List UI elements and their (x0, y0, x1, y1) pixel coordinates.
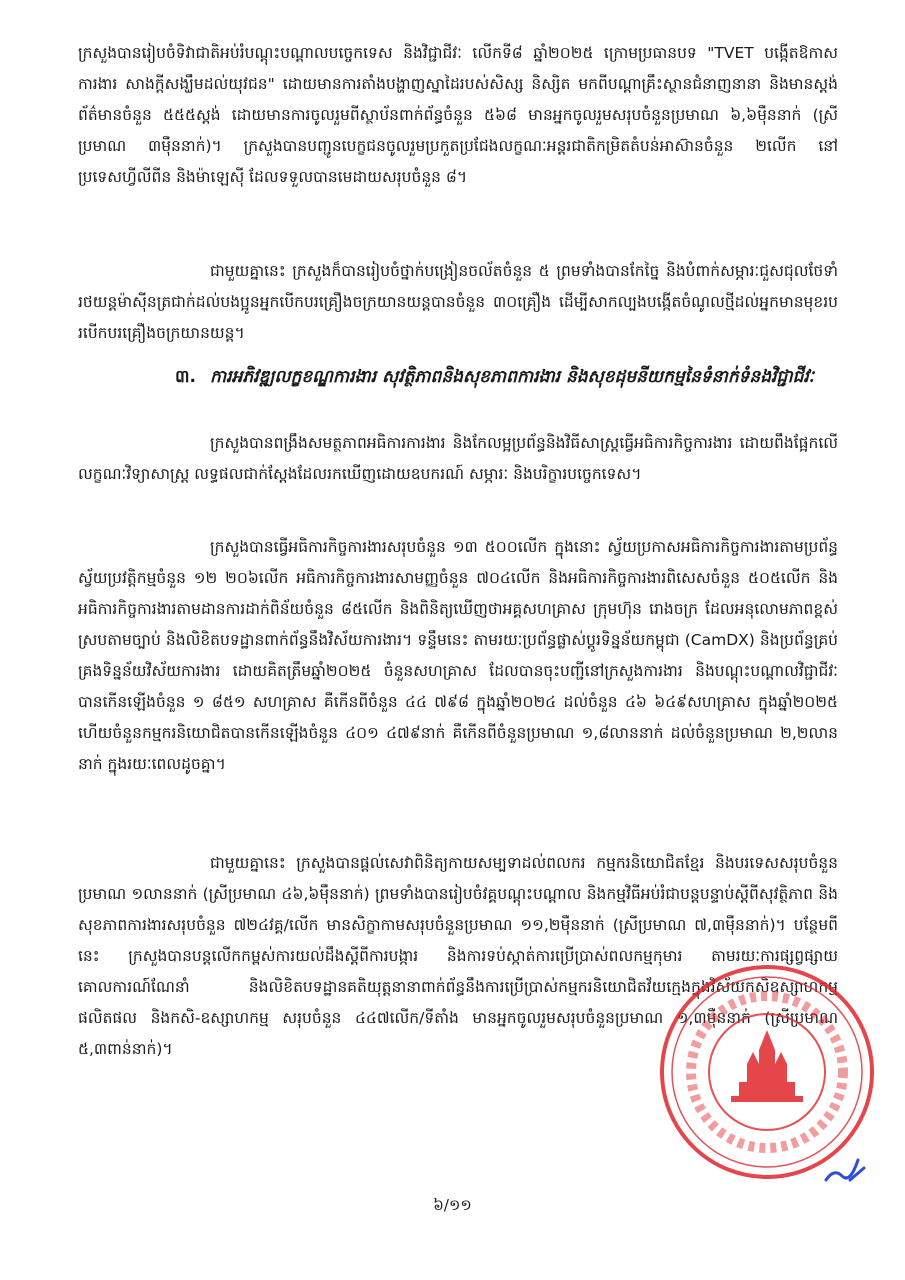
paragraph-2-block (78, 256, 838, 349)
paragraph-3: ក្រសួងបានពង្រឹងសមត្ថភាពអធិការការងារ និងកែលម្អប្រព័ន្ធនិងវិធីសាស្ត្រធ្វើអធិការកិច្ចការងារ ដោយពឹងផ្អែកលើលក្ខណៈវិទ្យាសាស្ត្រ លទ្ធផលជាក់ស្តែងដែលរកឃើញដោយឧបករណ៍ សម្ភារៈ និងបរិក្ខារបច្ចេកទេស។ (78, 434, 838, 483)
paragraph-1: ក្រសួងបានរៀបចំទិវាជាតិអប់រំបណ្តុះបណ្តាលបច្ចេកទេស និងវិជ្ជាជីវៈ លើកទី៨ ឆ្នាំ២០២៥ ក្រោមប្រធានបទ "TVET បង្កើតឱកាសការងារ សាងក្តីសង្ឃឹមដល់យុវជន" ដោយមានការតាំងបង្ហាញស្នាដៃរបស់សិស្ស និស្សិត មកពីបណ្តាគ្រឹះស្ថានជំនាញនានា និងមានស្តង់ព័ត៌មានចំនួន ៥៥៥ស្តង់ ដោយមានការចូលរួមពីស្ថាប័នពាក់ព័ន្ធចំនួន ៥៦៨ មានអ្នកចូលរួមសរុបចំនួនប្រមាណ ៦,៦ម៉ឺននាក់ (ស្រីប្រមាណ ៣ម៉ឺននាក់)។ ក្រសួងបានបញ្ជូនបេក្ខជនចូលរួមប្រកួតប្រជែងលក្ខណៈអន្តរជាតិកម្រិតតំបន់អាស៊ានចំនួន ២លើក នៅប្រទេសហ្វីលីពីន និងម៉ាឡេស៊ី ដែលទទួលបានមេដាយសរុបចំនួន ៨។ (78, 44, 838, 186)
paragraph-4-block (78, 532, 838, 780)
paragraph-3-block (78, 428, 838, 490)
signature-mark-icon (820, 1150, 870, 1190)
paragraph-4: ក្រសួងបានធ្វើអធិការកិច្ចការងារសរុបចំនួន ១៣ ៥០០លើក ក្នុងនោះ ស្វ័យប្រកាសអធិការកិច្ចការងារតាមប្រព័ន្ធស្វ័យប្រវត្តិកម្មចំនួន ១២ ២០៦លើក អធិការកិច្ចការងារសាមញ្ញចំនួន ៧០៤លើក និងអធិការកិច្ចការងារពិសេសចំនួន ៥០៥លើក និងអធិការកិច្ចការងារតាមដានការដាក់ពិន័យចំនួន ៨៥លើក និងពិនិត្យឃើញថាអគ្គសហគ្រាស ក្រុមហ៊ុន រោងចក្រ ដែលអនុលោមភាពខ្ពស់ស្របតាមច្បាប់ និងលិខិតបទដ្ឋានពាក់ព័ន្ធនឹងវិស័យការងារ។ ទន្ទឹមនេះ តាមរយៈប្រព័ន្ធផ្លាស់ប្តូរទិន្នន័យកម្ពុជា (CamDX) និងប្រព័ន្ធគ្រប់គ្រងទិន្នន័យវិស័យការងារ ដោយគិតត្រឹមឆ្នាំ២០២៥ ចំនួនសហគ្រាស ដែលបានចុះបញ្ជីនៅក្រសួងការងារ និងបណ្តុះបណ្តាលវិជ្ជាជីវៈ បានកើនឡើងចំនួន ១ ៨៥១ សហគ្រាស គឺកើនពីចំនួន ៤៤ ៧៩៨ ក្នុងឆ្នាំ២០២៤ ដល់ចំនួន ៤៦ ៦៤៩សហគ្រាស ក្នុងឆ្នាំ២០២៥ ហើយចំនួនកម្មករនិយោជិតបានកើនឡើងចំនួន ៤០១ ៤៧៩នាក់ គឺកើនពីចំនួនប្រមាណ ១,៨លាននាក់ ដល់ចំនួនប្រមាណ ២,២លាននាក់ ក្នុងរយៈពេលដូចគ្នា។ (78, 538, 838, 773)
paragraph-5: ជាមួយគ្នានេះ ក្រសួងបានផ្តល់សេវាពិនិត្យកាយសម្បទាដល់ពលករ កម្មករនិយោជិតខ្មែរ និងបរទេសសរុបចំនួនប្រមាណ ១លាននាក់ (ស្រីប្រមាណ ៤៦,៦ម៉ឺននាក់) ព្រមទាំងបានរៀបចំវគ្គបណ្តុះបណ្តាល និងកម្មវិធីអប់រំជាបន្តបន្ទាប់ស្តីពីសុវត្ថិភាព និងសុខភាពការងារសរុបចំនួន ៧២៤វគ្គ/លើក មានសិក្ខាកាមសរុបចំនួនប្រមាណ ១១,២ម៉ឺននាក់ (ស្រីប្រមាណ ៧,៣ម៉ឺននាក់)។ បន្ថែមពីនេះ ក្រសួងបានបន្តលើកកម្ពស់ការយល់ដឹងស្តីពីការបង្ការ និងការទប់ស្កាត់ការប្រើប្រាស់ពលកម្មកុមារ តាមរយៈការផ្សព្វផ្សាយគោលការណ៍ណែនាំ និងលិខិតបទដ្ឋានគតិយុត្តនានាពាក់ព័ន្ធនឹងការប្រើប្រាស់កម្មករនិយោជិតវ័យក្មេងក្នុងវិស័យកសិឧស្សាហកម្ម ផលិតផល និងកសិ-ឧស្សាហកម្ម សរុបចំនួន ៤៤៧លើក/ទីតាំង មានអ្នកចូលរួមសរុបចំនួនប្រមាណ ១,៣ម៉ឺននាក់ (ស្រីប្រមាណ ៥,៣ពាន់នាក់)។ (78, 854, 838, 1058)
paragraph-1-block (78, 38, 838, 193)
paragraph-2: ជាមួយគ្នានេះ ក្រសួងក៏បានរៀបចំថ្នាក់បង្រៀនចល័តចំនួន ៥ ព្រមទាំងបានកែច្នៃ និងបំពាក់សម្ភារៈជួសជុលថែទាំរថយន្តម៉ាស៊ីនត្រជាក់ដល់បងប្អូនអ្នកបើកបរគ្រឿងចក្រយានយន្តបានចំនួន ៣០គ្រឿង ដើម្បីសាកល្បងបង្កើតចំណូលថ្មីដល់អ្នកមានមុខរបរបើកបរគ្រឿងចក្រយានយន្ត។ (78, 262, 838, 342)
section-title: ការអភិវឌ្ឍលក្ខខណ្ឌការងារ សុវត្ថិភាពនិងសុខភាពការងារ និងសុខដុមនីយកម្មនៃទំនាក់ទំនងវិជ្ជាជីវៈ (209, 367, 814, 387)
section-heading (175, 362, 855, 392)
page-number: ៦/១១ (433, 1196, 472, 1214)
section-number: ៣. (175, 367, 196, 387)
